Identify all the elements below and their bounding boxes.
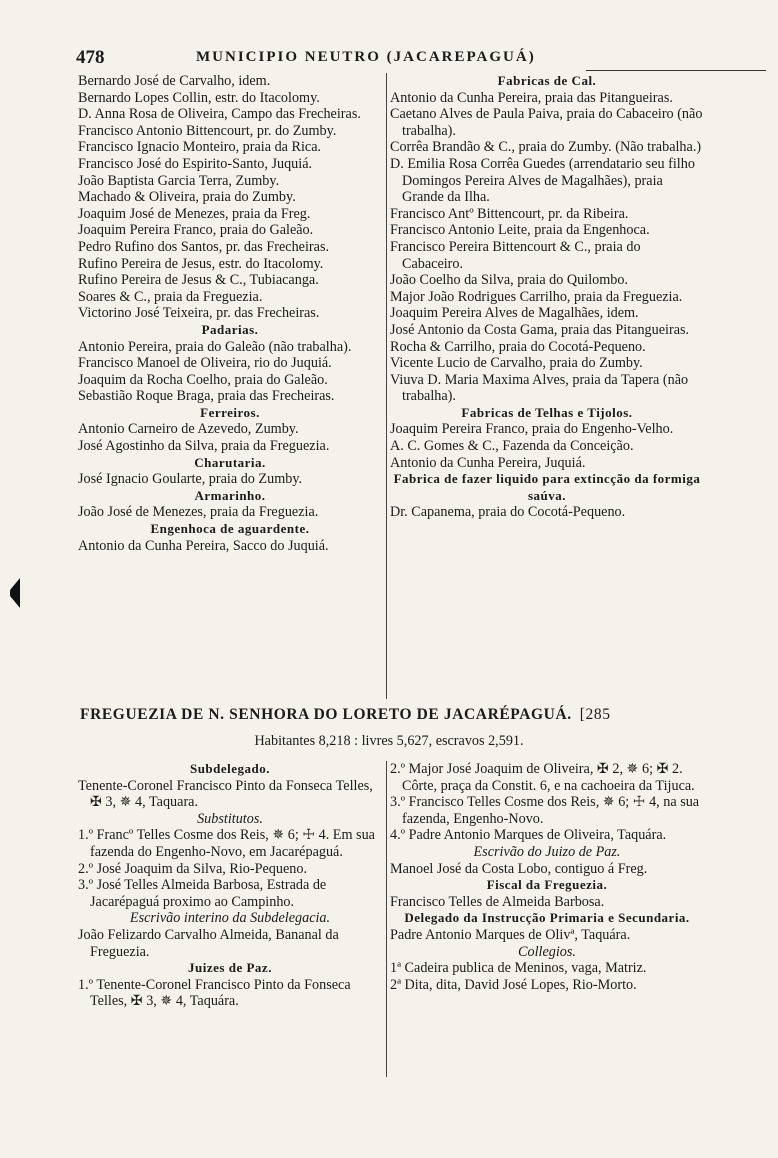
section-heading: Fabricas de Telhas e Tijolos. (461, 404, 633, 420)
margin-ink-mark (10, 578, 20, 608)
directory-entry: Soares & C., praia da Freguezia. (78, 288, 263, 305)
directory-entry: Joaquim Pereira Franco, praia do Galeão. (78, 222, 314, 239)
bottom-right-column (390, 761, 704, 993)
directory-entry: Padre Antonio Marques de Olivª, Taquára. (390, 926, 631, 943)
directory-entry: Antonio da Cunha Pereira, praia das Pitangueiras. (390, 89, 673, 106)
directory-entry: Tenente-Coronel Francisco Pinto da Fonseca Telles, ✠ 3, ✵ 4, Taquara. (78, 777, 373, 811)
directory-entry: João José de Menezes, praia da Freguezia. (78, 504, 319, 521)
page-number: 478 (76, 47, 105, 68)
section-heading: Subdelegado. (189, 761, 271, 776)
parish-title-text: FREGUEZIA DE N. SENHORA DO LORETO DE JACARÉPAGUÁ. (80, 706, 572, 723)
directory-entry: Corrêa Brandão & C., praia do Zumby. (Não trabalha.) (390, 139, 702, 156)
directory-entry: João Coelho da Silva, praia do Quilombo. (390, 272, 629, 289)
directory-entry: Joaquim Pereira Franco, praia do Engenho-Velho. (390, 421, 674, 438)
directory-entry: Francisco Antonio Bittencourt, pr. do Zumby. (78, 122, 337, 139)
directory-entry: Manoel José da Costa Lobo, contiguo á Freg. (390, 860, 648, 877)
directory-entry: João Baptista Garcia Terra, Zumby. (78, 172, 280, 189)
directory-entry: Major João Rodrigues Carrilho, praia da Freguezia. (390, 288, 683, 305)
inhabitants-line: Habitantes 8,218 : livres 5,627, escravos 2,591. (254, 733, 524, 749)
directory-entry: 1.º Tenente-Coronel Francisco Pinto da Fonseca Telles, ✠ 3, ✵ 4, Taquára. (78, 976, 351, 1010)
directory-entry: Rufino Pereira de Jesus & C., Tubiacanga. (78, 272, 319, 289)
italic-subheading: Substitutos. (197, 810, 263, 827)
directory-entry: Machado & Oliveira, praia do Zumby. (78, 189, 296, 206)
section-heading: Fabrica de fazer liquido para extincção da formiga saúva. (393, 471, 701, 503)
parish-title (80, 706, 770, 724)
section-heading: Juizes de Paz. (188, 960, 272, 976)
section-heading: Ferreiros. (200, 404, 260, 420)
directory-entry: Vicente Lucio de Carvalho, praia do Zumby. (390, 355, 643, 372)
column-divider-bottom (386, 761, 387, 1077)
directory-entry: Joaquim José de Menezes, praia da Freg. (78, 205, 311, 222)
directory-entry: 2.º José Joaquim da Silva, Rio-Pequeno. (78, 860, 308, 877)
directory-entry: 2.º Major José Joaquim de Oliveira, ✠ 2, ✵ 6; ✠ 2. Côrte, praça da Constit. 6, e na cachoeira da Tijuca. (390, 761, 695, 794)
directory-entry: Dr. Capanema, praia do Cocotá-Pequeno. (390, 504, 626, 521)
directory-entry: 4.º Padre Antonio Marques de Oliveira, Taquára. (390, 827, 667, 844)
top-right-column (390, 73, 704, 521)
directory-entry: Francisco Pereira Bittencourt & C., praia do Cabaceiro. (390, 238, 641, 272)
directory-entry: Francisco Telles de Almeida Barbosa. (390, 893, 605, 910)
directory-entry: A. C. Gomes & C., Fazenda da Conceição. (390, 438, 634, 455)
directory-entry: Victorino José Teixeira, pr. das Frecheiras. (78, 305, 320, 322)
section-heading: Padarias. (201, 321, 259, 337)
directory-entry: Antonio da Cunha Pereira, Juquiá. (390, 454, 586, 471)
directory-entry: Caetano Alves de Paula Paiva, praia do Cabaceiro (não trabalha). (390, 106, 703, 139)
directory-entry: 3.º José Telles Almeida Barbosa, Estrada de Jacarépaguá proximo ao Campinho. (78, 877, 327, 910)
column-divider-top (386, 73, 387, 699)
bottom-left-column (78, 761, 382, 1010)
italic-subheading: Escrivão interino da Subdelegacia. (129, 910, 331, 927)
section-heading: Charutaria. (194, 454, 266, 470)
directory-entry: Pedro Rufino dos Santos, pr. das Frecheiras. (78, 238, 330, 255)
section-heading: Fiscal da Freguezia. (486, 877, 608, 893)
directory-entry: Bernardo Lopes Collin, estr. do Itacolomy. (78, 89, 320, 106)
section-heading: Armarinho. (194, 487, 266, 503)
directory-entry: D. Anna Rosa de Oliveira, Campo das Frecheiras. (78, 106, 361, 123)
directory-entry: Francisco Manoel de Oliveira, rio do Juquiá. (78, 355, 332, 372)
header-rule (586, 70, 766, 71)
directory-entry: Rocha & Carrilho, praia do Cocotá-Pequeno. (390, 338, 646, 355)
section-heading: Fabricas de Cal. (497, 73, 597, 88)
directory-entry: Antonio Carneiro de Azevedo, Zumby. (78, 421, 299, 438)
section-heading: Engenhoca de aguardente. (150, 521, 310, 537)
directory-entry: Sebastião Roque Braga, praia das Frecheiras. (78, 388, 335, 405)
directory-entry: Francisco Antonio Leite, praia da Engenhoca. (390, 222, 650, 239)
directory-entry: Joaquim Pereira Alves de Magalhães, idem. (390, 305, 639, 322)
running-title: MUNICIPIO NEUTRO (JACAREPAGUÁ) (196, 49, 536, 65)
italic-subheading: Escrivão do Juizo de Paz. (473, 843, 621, 860)
directory-entry: Rufino Pereira de Jesus, estr. do Itacolomy. (78, 255, 324, 272)
directory-entry: José Agostinho da Silva, praia da Freguezia. (78, 438, 330, 455)
top-left-column (78, 73, 382, 554)
directory-entry: Francisco Ignacio Monteiro, praia da Rica. (78, 139, 322, 156)
directory-entry: José Antonio da Costa Gama, praia das Pitangueiras. (390, 321, 690, 338)
directory-entry: Francisco Antº Bittencourt, pr. da Ribeira. (390, 205, 629, 222)
section-heading: Delegado da Instrucção Primaria e Secundaria. (404, 910, 690, 926)
directory-entry: D. Emilia Rosa Corrêa Guedes (arrendatario seu filho Domingos Pereira Alves de Magalhães), praia Grande da Ilha. (390, 155, 695, 206)
italic-subheading: Collegios. (518, 943, 576, 960)
parish-number: [285 (579, 706, 611, 723)
page-header (76, 47, 766, 71)
directory-entry: Bernardo José de Carvalho, idem. (78, 73, 271, 89)
directory-entry: Francisco José do Espirito-Santo, Juquiá. (78, 155, 313, 172)
directory-entry: Viuva D. Maria Maxima Alves, praia da Tapera (não trabalha). (390, 371, 689, 405)
directory-entry: Antonio da Cunha Pereira, Sacco do Juquiá. (78, 537, 329, 554)
directory-entry: José Ignacio Goularte, praia do Zumby. (78, 471, 303, 488)
directory-entry: 1ª Cadeira publica de Meninos, vaga, Matriz. (390, 960, 647, 977)
directory-entry: Joaquim da Rocha Coelho, praia do Galeão. (78, 371, 328, 388)
directory-entry: 3.º Francisco Telles Cosme dos Reis, ✵ 6; ☩ 4, na sua fazenda, Engenho-Novo. (390, 794, 700, 827)
directory-entry: João Felizardo Carvalho Almeida, Bananal da Freguezia. (78, 926, 339, 960)
directory-entry: 1.º Francº Telles Cosme dos Reis, ✵ 6; ☩ 4. Em sua fazenda do Engenho-Novo, em Jacarépaguá. (78, 827, 375, 860)
directory-entry: Antonio Pereira, praia do Galeão (não trabalha). (78, 338, 352, 355)
directory-entry: 2ª Dita, dita, David José Lopes, Rio-Morto. (390, 976, 637, 993)
